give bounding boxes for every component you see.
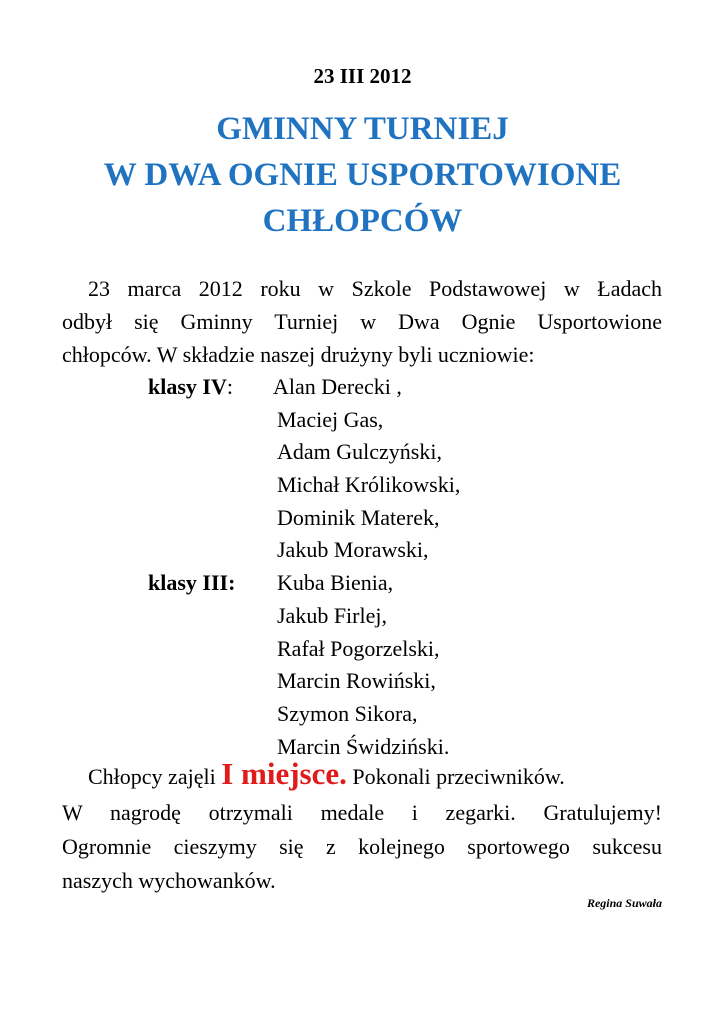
title-line-2: W DWA OGNIE USPORTOWIONE	[103, 157, 622, 193]
class-iv-label: klasy IV:	[148, 374, 233, 399]
player-name: Marcin Świdziński.	[277, 733, 450, 759]
intro-line-2: odbył się Gminny Turniej w Dwa Ognie Usportowione	[62, 309, 662, 334]
roster-row	[0, 600, 725, 633]
roster-row	[0, 469, 725, 502]
closing-line-2: Ogromnie cieszymy się z kolejnego sportowego sukcesu	[62, 834, 662, 859]
team-roster	[0, 371, 725, 763]
intro-line-1: 23 marca 2012 roku w Szkole Podstawowej w Ładach	[88, 276, 662, 301]
result-highlight: I miejsce.	[221, 756, 347, 791]
roster-row	[0, 567, 725, 600]
roster-row	[0, 404, 725, 437]
player-name: Marcin Rowiński,	[277, 668, 436, 694]
player-name: Michał Królikowski,	[277, 472, 461, 498]
roster-row	[0, 698, 725, 731]
player-name: Jakub Firlej,	[277, 602, 387, 628]
event-date: 23 III 2012	[313, 64, 412, 88]
result-text-after: Pokonali przeciwników.	[346, 764, 565, 789]
roster-row	[0, 534, 725, 567]
author-signature: Regina Suwała	[586, 896, 662, 910]
closing-paragraph	[62, 796, 662, 898]
player-name: Dominik Materek,	[277, 504, 440, 530]
roster-row	[0, 502, 725, 535]
player-name: Adam Gulczyński,	[277, 439, 442, 465]
document-title	[0, 106, 725, 244]
intro-paragraph	[62, 272, 662, 371]
class-iii-label: klasy III:	[148, 570, 236, 596]
result-text-before: Chłopcy zajęli	[88, 764, 222, 789]
title-line-1: GMINNY TURNIEJ	[216, 111, 509, 147]
intro-line-3: chłopców. W składzie naszej drużyny byli uczniowie:	[62, 342, 535, 367]
roster-row	[0, 436, 725, 469]
player-name: Rafał Pogorzelski,	[277, 635, 440, 661]
player-name: Alan Derecki ,	[273, 374, 402, 399]
title-line-3: CHŁOPCÓW	[262, 203, 463, 239]
result-line	[62, 756, 662, 795]
roster-row	[0, 633, 725, 666]
player-name: Szymon Sikora,	[277, 700, 418, 726]
roster-row	[0, 371, 725, 404]
roster-row	[0, 665, 725, 698]
player-name: Kuba Bienia,	[277, 570, 394, 596]
player-name: Jakub Morawski,	[277, 537, 429, 563]
player-name: Maciej Gas,	[277, 406, 384, 432]
closing-line-3: naszych wychowanków.	[62, 868, 276, 893]
closing-line-1: W nagrodę otrzymali medale i zegarki. Gratulujemy!	[62, 800, 662, 825]
